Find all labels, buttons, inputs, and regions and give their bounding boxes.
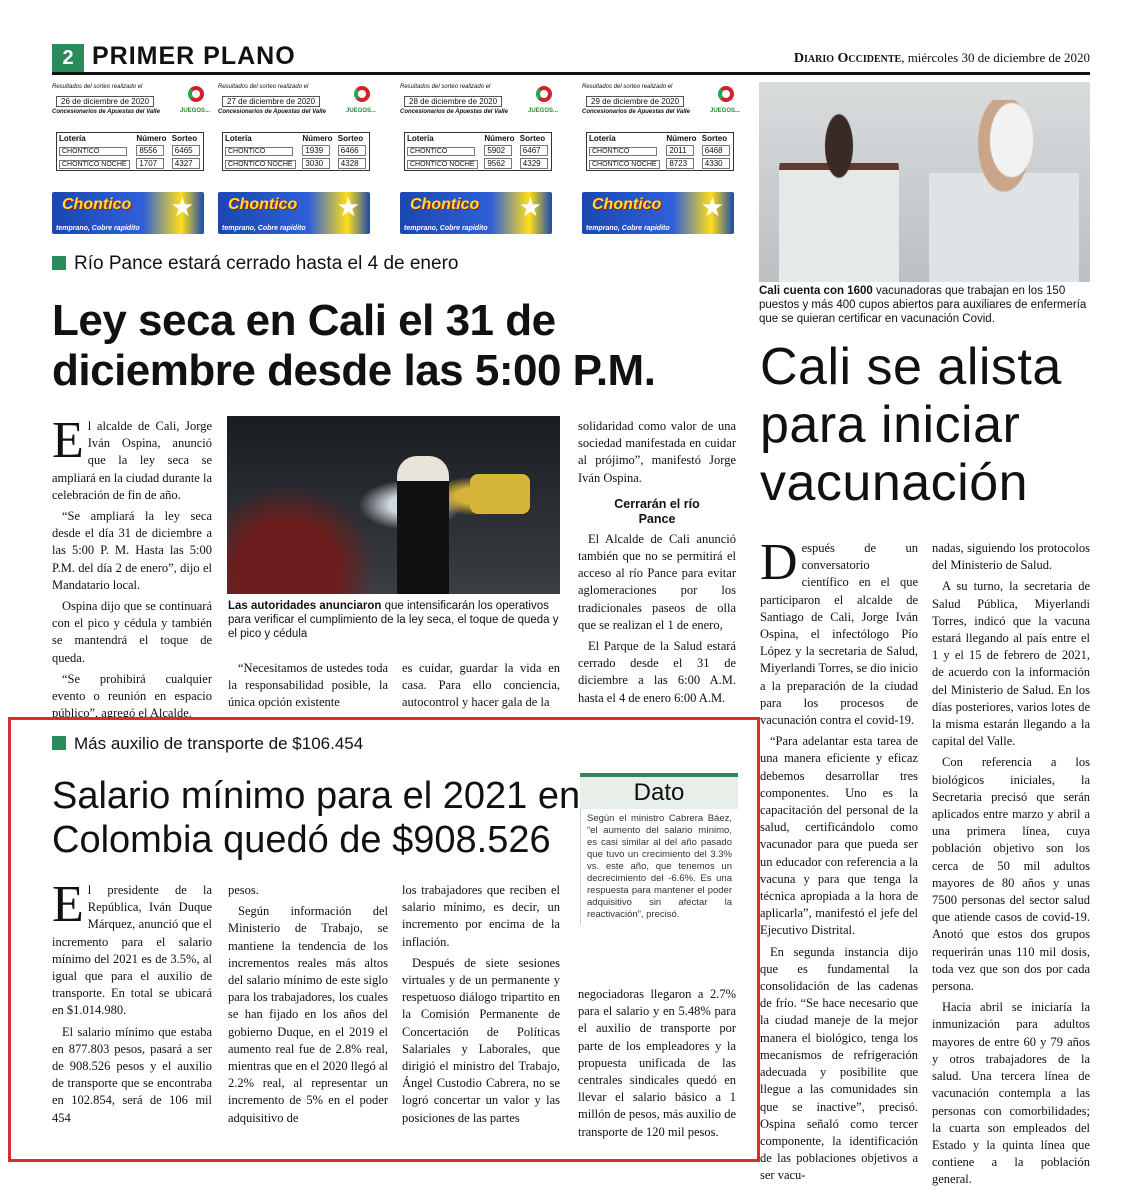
lottery-name: CHONTICO NOCHE bbox=[589, 160, 660, 169]
chontico-slogan: temprano, Cobre rapidito bbox=[56, 225, 140, 232]
chontico-slogan: temprano, Cobre rapidito bbox=[404, 225, 488, 232]
chontico-banner bbox=[52, 192, 204, 234]
lottery-caption: Resultados del sorteo realizado el bbox=[400, 84, 491, 90]
photo-taxi bbox=[470, 474, 530, 514]
publication-name: Diario Occidente bbox=[793, 51, 902, 66]
chontico-brand: Chontico bbox=[592, 196, 662, 213]
juegos-logo-icon: JUEGOS... bbox=[710, 86, 738, 108]
paragraph: l presidente de la República, Iván Duque Márquez, anunció que el incremento para el salario mínimo del 2021 es de 3.5%, al igual que para el auxilio de transporte. En total se ubicará en $1.014.980. bbox=[52, 883, 212, 1018]
lottery-name: CHONTICO NOCHE bbox=[407, 160, 478, 169]
lottery-card bbox=[400, 84, 560, 244]
paragraph: espués de un conversatorio científico en el que participaron el alcalde de Santiago de Cali, Jorge Iván Ospina, el infectólogo Pío López y la secretaria de Salud, Miyerlandi Torres, se dio inicio a la preparación de la ciudad para los procesos de vacunación contra el covid-19. bbox=[760, 541, 918, 728]
vacunacion-col-2 bbox=[932, 540, 1090, 1193]
chontico-banner bbox=[218, 192, 370, 234]
col-header: Lotería bbox=[407, 134, 434, 143]
lottery-card bbox=[52, 84, 212, 244]
section-title: PRIMER PLANO bbox=[92, 42, 296, 70]
star-icon: ★ bbox=[336, 192, 360, 222]
dropcap: E bbox=[52, 412, 84, 469]
lottery-sorteo: 6466 bbox=[338, 145, 366, 156]
lottery-name: CHONTICO bbox=[407, 147, 475, 156]
table-row bbox=[587, 144, 734, 157]
chontico-brand: Chontico bbox=[62, 196, 132, 213]
ley-seca-col-2 bbox=[228, 660, 388, 716]
col-header: Lotería bbox=[225, 134, 252, 143]
paragraph: En segunda instancia dijo que es fundamental la consolidación de las cadenas de frío. “Se hace necesario que la ciudad maneje de la mejor manera el biológico, tenga los mecanismos de refrigeración adecuada y posibilite que llegue a las comunidades sin que se inactive”, precisó. Ospina señaló como tercer componente, la identificación de las poblaciones objetivos a ser vacu- bbox=[760, 944, 918, 1183]
col-header: Sorteo bbox=[701, 134, 728, 143]
lottery-caption: Resultados del sorteo realizado el bbox=[218, 84, 309, 90]
lottery-name: CHONTICO bbox=[589, 147, 657, 156]
vacunacion-photo-caption bbox=[759, 284, 1091, 326]
lottery-number: 2011 bbox=[666, 145, 694, 156]
dato-box bbox=[580, 773, 738, 968]
chontico-banner bbox=[400, 192, 552, 234]
page-number: 2 bbox=[52, 44, 84, 72]
paragraph: negociadoras llegaron a 2.7% para el salario y en 5.48% para el auxilio de transporte por parte de los empleadores y la propuesta unificada de las centrales sindicales quedó en llevar el salario básico a 1 millón de pesos, más auxilio de transporte de 120 mil pesos. bbox=[578, 987, 736, 1139]
salario-col-3 bbox=[402, 882, 560, 1131]
juegos-logo-icon: JUEGOS... bbox=[346, 86, 374, 108]
table-row bbox=[405, 157, 552, 171]
photo-nurse bbox=[779, 112, 899, 282]
masthead bbox=[794, 50, 1090, 67]
lottery-sorteo: 6468 bbox=[702, 145, 730, 156]
ley-seca-photo-caption bbox=[228, 599, 560, 641]
col-header: Sorteo bbox=[519, 134, 546, 143]
chontico-slogan: temprano, Cobre rapidito bbox=[222, 225, 306, 232]
lottery-name: CHONTICO bbox=[225, 147, 293, 156]
paragraph: solidaridad como valor de una sociedad manifestada en cuidar al prójimo”, manifestó Jorge Iván Ospina. bbox=[578, 419, 736, 485]
col-header: Lotería bbox=[589, 134, 616, 143]
col-header: Lotería bbox=[59, 134, 86, 143]
kicker-square-icon bbox=[52, 736, 66, 750]
paragraph: Después de siete sesiones virtuales y de un permanente y respetuoso diálogo tripartito en la Comisión Permanente de Concertación de Políticas Salariales y Laborales, que dirigió el ministro del Trabajo, Ángel Custodio Cabrera, no se logró concertar un valor y las posiciones de las partes bbox=[402, 955, 560, 1125]
caption-bold: Las autoridades anunciaron bbox=[228, 600, 382, 612]
salario-kicker bbox=[52, 734, 363, 754]
lottery-name: CHONTICO NOCHE bbox=[59, 160, 130, 169]
lottery-card bbox=[218, 84, 378, 244]
paragraph: El Parque de la Salud estará cerrado desde el 31 de diciembre a las 6:00 A.M. hasta el 4 de enero 6:00 A.M. bbox=[578, 639, 736, 705]
paragraph: “Se ampliará la ley seca desde el día 31 de diciembre a las 5:00 P. M. Hasta las 5:00 P.M. del día 2 de enero”, dijo el Mandatario local. bbox=[52, 509, 212, 592]
kicker-text: Río Pance estará cerrado hasta el 4 de enero bbox=[74, 253, 459, 274]
paragraph: nadas, siguiendo los protocolos del Ministerio de Salud. bbox=[932, 541, 1090, 573]
lottery-number: 1707 bbox=[136, 158, 164, 169]
lottery-date: 28 de diciembre de 2020 bbox=[404, 96, 502, 107]
paragraph: El salario mínimo que estaba en 877.803 pesos, pasará a ser de 908.526 pesos y el auxilio de transporte que se encontraba en 102.854, será de 106 mil 454 bbox=[52, 1024, 212, 1125]
lottery-number: 8723 bbox=[666, 158, 694, 169]
lottery-number: 3030 bbox=[302, 158, 330, 169]
ley-seca-col-1 bbox=[52, 412, 212, 726]
vacunacion-headline: Cali se alista para iniciar vacunación bbox=[760, 338, 1062, 512]
lottery-date: 29 de diciembre de 2020 bbox=[586, 96, 684, 107]
col-header: Número bbox=[302, 134, 333, 143]
photo-car bbox=[227, 484, 377, 594]
paragraph: Según información del Ministerio de Trabajo, se mantiene la tendencia de los incrementos reales más altos del salario mínimo de este siglo para los trabajadores, los cuales se han fijado en los años del gobierno Duque, en el 2019 el aumento real fue de 2.8% real, mientras que en el 2020 llegó al 2.2% real, al representar un incremento de 5% en el poder adquisitivo de bbox=[228, 904, 388, 1125]
salario-headline: Salario mínimo para el 2021 en Colombia quedó de $908.526 bbox=[52, 775, 581, 861]
chontico-brand: Chontico bbox=[228, 196, 298, 213]
caption-text: que intensificarán los operativos para verificar el cumplimiento de la ley seca, el toque de queda y el pico y cédula bbox=[228, 600, 559, 640]
ley-seca-photo bbox=[227, 416, 560, 594]
table-row bbox=[223, 157, 370, 171]
issue-date: , miércoles 30 de diciembre de 2020 bbox=[901, 50, 1090, 65]
col-header: Número bbox=[136, 134, 167, 143]
subhead-rio-pance: Cerrarán el río Pance bbox=[614, 496, 700, 526]
paragraph: El Alcalde de Cali anunció también que no se permitirá el acceso al río Pance para evitar aglomeraciones por los tradicionales paseos de olla que se realizan el 1 de enero, bbox=[578, 531, 736, 632]
paragraph: es cuidar, guardar la vida en casa. Para ello conciencia, autocontrol y hacer gala de la bbox=[402, 661, 560, 710]
paragraph: Hacia abril se iniciaría la inmunización para adultos mayores de entre 60 y 79 años y otros trabajadores de la salud. Una tercera línea de vacunación contempla a las personas con comorbilidades; la cuarta son empleados del Estado y la quinta línea que contiene a la población general. bbox=[932, 1000, 1090, 1187]
lottery-date: 26 de diciembre de 2020 bbox=[56, 96, 154, 107]
star-icon: ★ bbox=[700, 192, 724, 222]
lottery-sorteo: 4327 bbox=[172, 158, 200, 169]
photo-patient bbox=[929, 100, 1079, 282]
paragraph: “Para adelantar esta tarea de una manera eficiente y eficaz debemos desarrollar tres componentes. Uno es la capacitación del personal de la salud, certificándolo como vacunador para que pueda ser un educador con referencia a la vacuna y para que tenga la técnica apropiada a la hora de aplicarla”, manifestó el jefe del Ejecutivo Distrital. bbox=[760, 734, 918, 938]
paragraph: los trabajadores que reciben el salario mínimo, es decir, un incremento por encima de la inflación. bbox=[402, 883, 560, 949]
col-header: Número bbox=[666, 134, 697, 143]
lottery-table bbox=[404, 132, 552, 171]
chontico-banner bbox=[582, 192, 734, 234]
paragraph: pesos. bbox=[228, 883, 259, 897]
col-header: Sorteo bbox=[171, 134, 198, 143]
lottery-number: 1939 bbox=[302, 145, 330, 156]
table-row bbox=[405, 144, 552, 157]
lottery-card bbox=[582, 84, 742, 244]
lottery-sorteo: 4330 bbox=[702, 158, 730, 169]
dropcap: D bbox=[760, 534, 798, 591]
kicker-text: Más auxilio de transporte de $106.454 bbox=[74, 734, 364, 753]
caption-text: vacunadoras que trabajan en los 150 puestos y más 400 cupos abiertos para auxiliares de enfermería que se quieran certificar en vacunación Covid. bbox=[759, 285, 1087, 325]
vacunacion-col-1 bbox=[760, 534, 918, 1189]
chontico-brand: Chontico bbox=[410, 196, 480, 213]
salario-col-1 bbox=[52, 876, 212, 1131]
lottery-date: 27 de diciembre de 2020 bbox=[222, 96, 320, 107]
dropcap: E bbox=[52, 876, 84, 933]
photo-officer bbox=[397, 456, 449, 594]
lottery-vendor: Concesionarios de Apuestas del Valle bbox=[52, 109, 160, 115]
lottery-table bbox=[586, 132, 734, 171]
juegos-logo-icon: JUEGOS... bbox=[180, 86, 208, 108]
table-row bbox=[587, 157, 734, 171]
paragraph: Con referencia a los biológicos iniciales, la Secretaria precisó que serán aplicados entre marzo y abril a una primera línea, cuya población objetivo son los cerca de 50 mil adultos mayores de 80 años y unas 7500 personas del sector salud que atiende casos de covid-19. Anotó que estos dos grupos requerirán unas 110 mil dosis, toda vez que son dos por cada persona. bbox=[932, 755, 1090, 994]
lottery-caption: Resultados del sorteo realizado el bbox=[52, 84, 143, 90]
lottery-table bbox=[56, 132, 204, 171]
caption-bold: Cali cuenta con 1600 bbox=[759, 285, 873, 297]
star-icon: ★ bbox=[170, 192, 194, 222]
lottery-sorteo: 6465 bbox=[172, 145, 200, 156]
lottery-number: 8556 bbox=[136, 145, 164, 156]
col-header: Número bbox=[484, 134, 515, 143]
paragraph: “Se prohibirá cualquier evento o reunión en espacio público”, agregó el Alcalde. bbox=[52, 671, 212, 721]
ley-seca-col-4 bbox=[578, 418, 736, 711]
kicker-square-icon bbox=[52, 256, 66, 270]
dato-body: Según el ministro Cabrera Báez, “el aumento del salario mínimo, es casi similar al del año pasado que tuvo un crecimiento del 3.3% vs. este año, que tenemos un decrecimiento del -6.6%. Es una respuesta para mantener el poder adquisitivo sin afectar la reactivación”, precisó. bbox=[580, 809, 738, 925]
vacunacion-photo bbox=[759, 82, 1090, 282]
paragraph: Ospina dijo que se continuará con el pico y cédula y también se mantendrá el toque de queda. bbox=[52, 599, 212, 665]
paragraph: l alcalde de Cali, Jorge Iván Ospina, anunció que la ley seca se ampliará en la ciudad durante la celebración de fin de año. bbox=[52, 419, 212, 502]
ley-seca-col-3 bbox=[402, 660, 560, 716]
lottery-name: CHONTICO bbox=[59, 147, 127, 156]
table-row bbox=[223, 144, 370, 157]
table-row bbox=[57, 144, 204, 157]
table-row bbox=[57, 157, 204, 171]
lottery-vendor: Concesionarios de Apuestas del Valle bbox=[582, 109, 690, 115]
dato-title: Dato bbox=[580, 777, 738, 809]
lottery-sorteo: 4329 bbox=[520, 158, 548, 169]
col-header: Sorteo bbox=[337, 134, 364, 143]
lottery-vendor: Concesionarios de Apuestas del Valle bbox=[218, 109, 326, 115]
ley-seca-kicker bbox=[52, 253, 458, 275]
paragraph: “Necesitamos de ustedes toda la responsabilidad posible, la única opción existente bbox=[228, 661, 388, 710]
juegos-logo-icon: JUEGOS... bbox=[528, 86, 556, 108]
salario-col-2 bbox=[228, 882, 388, 1131]
lottery-table bbox=[222, 132, 370, 171]
salario-col-4 bbox=[578, 986, 736, 1145]
lottery-name: CHONTICO NOCHE bbox=[225, 160, 296, 169]
ley-seca-headline: Ley seca en Cali el 31 de diciembre desde las 5:00 P.M. bbox=[52, 296, 656, 395]
chontico-slogan: temprano, Cobre rapidito bbox=[586, 225, 670, 232]
lottery-number: 9562 bbox=[484, 158, 512, 169]
lottery-number: 5902 bbox=[484, 145, 512, 156]
header-rule bbox=[52, 72, 1090, 75]
lottery-sorteo: 6467 bbox=[520, 145, 548, 156]
lottery-caption: Resultados del sorteo realizado el bbox=[582, 84, 673, 90]
star-icon: ★ bbox=[518, 192, 542, 222]
lottery-sorteo: 4328 bbox=[338, 158, 366, 169]
lottery-vendor: Concesionarios de Apuestas del Valle bbox=[400, 109, 508, 115]
paragraph: A su turno, la secretaria de Salud Pública, Miyerlandi Torres, indicó que la vacuna estará llegando al país entre el 1 y el 15 de febrero de 2021, de acuerdo con la información del Ministerio de Salud. En los días posteriores, varios lotes de la misma estarán llegando a la capital del Valle. bbox=[932, 579, 1090, 749]
